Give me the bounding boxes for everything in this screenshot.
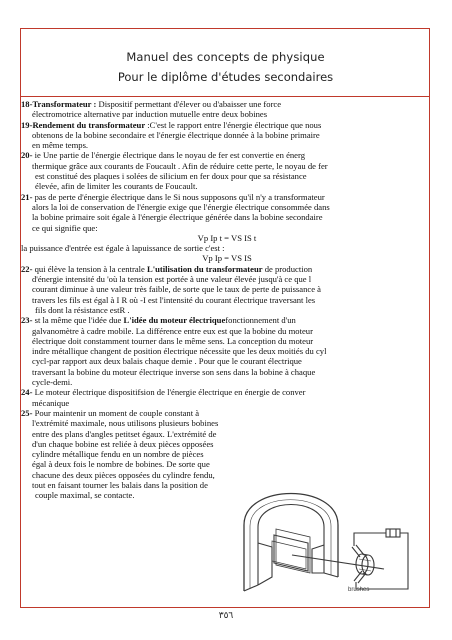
item-22-line: travers les fils est égal à I R où -I est l'intensité du courant électrique traversant les <box>32 294 316 305</box>
item-25-line: entre des plans d'angles petitset égaux. L'extrémité de <box>32 428 217 439</box>
item-23-line: traversant la bobine du moteur électrique inverse son sens dans la bobine à chaque <box>32 366 316 377</box>
item-25-line: tout en faisant tourner les balais dans la position de <box>32 479 208 490</box>
page-number: ٣٥٦ <box>218 611 234 621</box>
item-19-line: en même temps. <box>32 140 89 151</box>
item-25-line: couple maximal, se contacte. <box>35 490 135 501</box>
item-24-line: mécanique <box>32 397 70 408</box>
dc-motor-figure <box>236 473 414 595</box>
item-18-line: électromotrice alternative par induction mutuelle entre deux bobines <box>32 109 268 120</box>
item-20: 20- ie Une partie de l'énergie électrique dans le noyau de fer est convertie en énerg <box>21 150 305 161</box>
page-header <box>21 49 430 85</box>
equation-energy: Vp Ip t = VS IS t <box>197 232 257 243</box>
item-20-line: thermique grâce aux courants de Foucault . Afin de réduire cette perte, le noyau de fer <box>32 160 328 171</box>
item-21-line: alors la loi de conservation de l'énergie exige que l'énergie électrique consommée dans <box>32 201 330 212</box>
item-25-line: chacune des deux pièces opposées du cylindre fendu, <box>32 469 215 480</box>
item-21-line: ce qui signifie que: <box>32 222 98 233</box>
item-18: 18-Transformateur : Dispositif permettant d'élever ou d'abaisser une force <box>21 99 282 109</box>
item-25-line: d'un chaque bobine est reliée à deux pièces opposées <box>32 438 214 449</box>
item-25-line: égal à deux fois le nombre de bobines. De sorte que <box>32 459 210 470</box>
item-22-line: courant diminue à une valeur très faible, de sorte que le taux de perte de puissance à <box>32 284 321 295</box>
page-subtitle: Pour le diplôme d'études secondaires <box>117 70 334 84</box>
equation-power: Vp Ip = VS IS <box>202 253 252 264</box>
item-21-line: la puissance d'entrée est égale à lapuissance de sortie c'est : <box>21 243 225 254</box>
item-20-line: élevée, afin de limiter les courants de Foucault. <box>35 181 198 192</box>
item-23-line: électrique doit constamment tourner dans le même sens. La conception du moteur <box>32 335 314 346</box>
item-23-line: galvanomètre à cadre mobile. La différence entre eux est que la bobine du moteur <box>32 325 313 336</box>
page-content <box>21 99 433 501</box>
item-25-line: cylindre métallique fendu en un nombre de pièces <box>32 449 204 460</box>
item-24: 24- Le moteur électrique dispositifsion de l'énergie électrique en énergie de conver <box>21 387 306 398</box>
item-21: 21- pas de perte d'énergie électrique dans le Si nous supposons qu'il n'y a transformateur <box>21 191 325 202</box>
page-title: Manuel des concepts de physique <box>126 50 325 64</box>
header-divider <box>21 96 430 97</box>
item-23-line: cycle-demi. <box>32 377 73 388</box>
item-22-line: d'énergie intensité du 'où la tension est portée à une valeur élevée jusqu'à ce que l <box>32 274 312 285</box>
item-25: 25- Pour maintenir un moment de couple constant à <box>21 407 200 418</box>
item-19-line: obtenons de la bobine secondaire et l'énergie électrique donnée à la bobine primaire <box>32 129 320 140</box>
item-25-line: l'extrémité maximale, nous utilisons plusieurs bobines <box>32 418 219 429</box>
item-21-line: la bobine primaire soit égale à l'énergie électrique générée dans la bobine secondaire <box>32 212 323 223</box>
item-22-line: fils dont la résistance estR . <box>35 304 130 315</box>
brushes-label: brushes <box>348 587 370 593</box>
item-23: 23- st la même que l'idée due L'idée du moteur électriquefonctionnement d'un <box>21 315 296 326</box>
item-22: 22- qui élève la tension à la centrale L'utilisation du transformateur de production <box>21 263 313 274</box>
item-23-line: cycl-par rapport aux deux balais chaque demie . Pour que le courant électrique <box>32 356 302 367</box>
item-19: 19-Rendement du transformateur :C'est le rapport entre l'énergie électrique que nous <box>21 119 322 130</box>
item-20-line: est constitué des plaques i solées de silicium en fer doux pour que sa résistance <box>35 171 307 182</box>
item-23-line: indre métallique changent de position électrique nécessite que les deux moitiés du cyl <box>32 346 327 357</box>
